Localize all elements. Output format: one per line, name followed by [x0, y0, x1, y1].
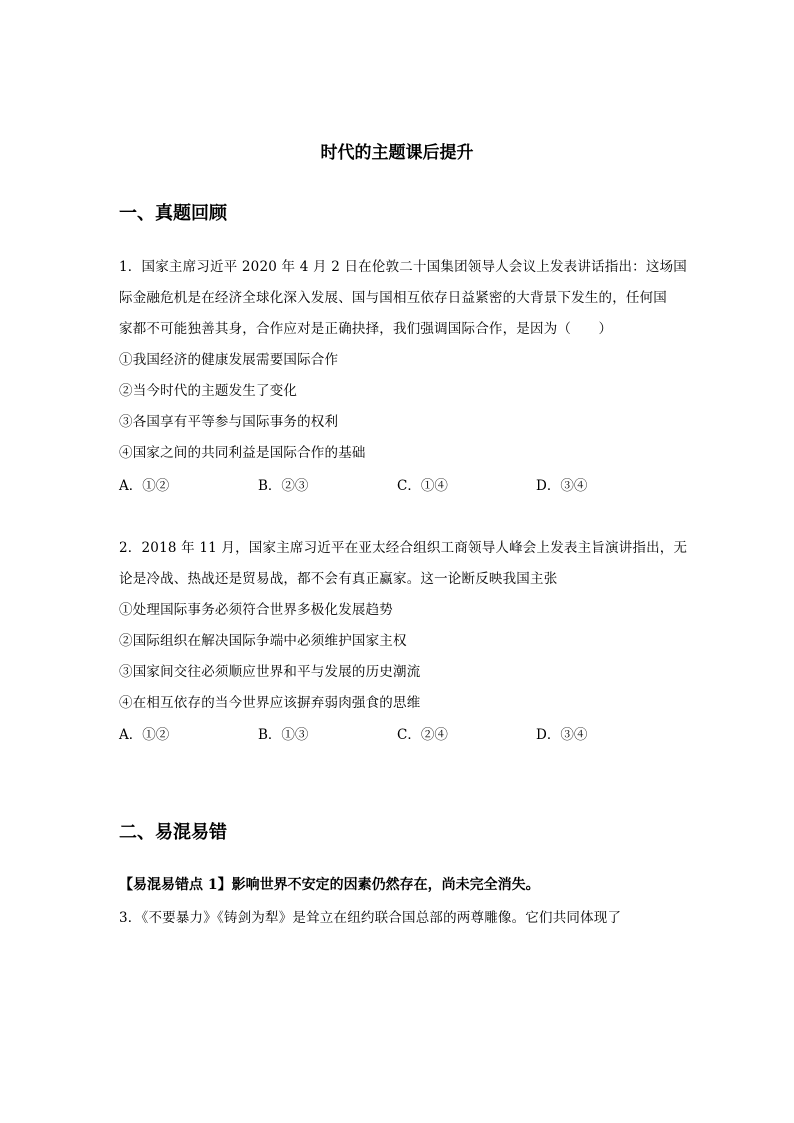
question-1-stem-line-2: 际金融危机是在经济全球化深入发展、国与国相互依存日益紧密的大背景下发生的，任何国 [119, 290, 667, 306]
question-2-stem-line-1: 2．2018 年 11 月，国家主席习近平在亚太经合组织工商领导人峰会上发表主旨演讲指出，无 [119, 540, 688, 556]
question-2-item-3: ③国家间交往必须顺应世界和平与发展的历史潮流 [119, 664, 421, 680]
question-1-option-c: C．①④ [397, 478, 448, 494]
question-1-option-d: D．③④ [536, 478, 588, 494]
question-3-stem-line-1: 3．《不要暴力》《铸剑为犁》是耸立在纽约联合国总部的两尊雕像。它们共同体现了 [119, 910, 622, 926]
question-1-stem-line-1: 1．国家主席习近平 2020 年 4 月 2 日在伦敦二十国集团领导人会议上发表讲话指出：这场国 [119, 259, 687, 275]
page-title: 时代的主题课后提升 [320, 143, 474, 163]
question-1-stem-line-3: 家都不可能独善其身，合作应对是正确抉择，我们强调国际合作，是因为（ ） [119, 321, 613, 337]
question-2-item-2: ②国际组织在解决国际争端中必须维护国家主权 [119, 633, 407, 649]
question-2-option-d: D．③④ [536, 727, 588, 743]
question-1-option-a: A．①② [119, 478, 170, 494]
error-point-1: 【易混易错点 1】影响世界不安定的因素仍然存在，尚未完全消失。 [119, 877, 540, 893]
question-1-item-1: ①我国经济的健康发展需要国际合作 [119, 352, 339, 368]
section-2-heading: 二、易混易错 [119, 822, 227, 843]
question-1-item-2: ②当今时代的主题发生了变化 [119, 383, 298, 399]
question-2-item-1: ①处理国际事务必须符合世界多极化发展趋势 [119, 602, 393, 618]
section-1-heading: 一、真题回顾 [119, 203, 227, 224]
question-2-item-4: ④在相互依存的当今世界应该摒弃弱肉强食的思维 [119, 695, 421, 711]
question-2-option-a: A．①② [119, 727, 170, 743]
question-2-stem-line-2: 论是冷战、热战还是贸易战，都不会有真正赢家。这一论断反映我国主张 [119, 571, 558, 587]
question-1-option-b: B．②③ [258, 478, 309, 494]
question-1-item-4: ④国家之间的共同利益是国际合作的基础 [119, 445, 366, 461]
question-1-item-3: ③各国享有平等参与国际事务的权利 [119, 414, 339, 430]
question-2-option-c: C．②④ [397, 727, 448, 743]
question-2-option-b: B．①③ [258, 727, 309, 743]
